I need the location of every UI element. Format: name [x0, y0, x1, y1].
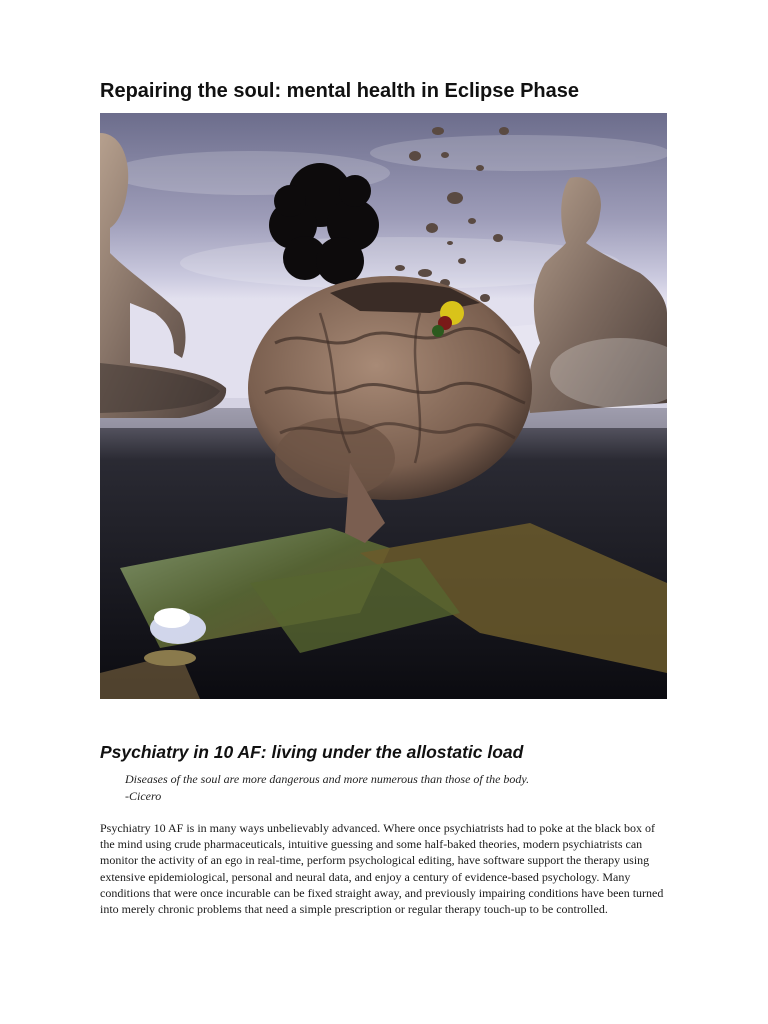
- page-title: Repairing the soul: mental health in Eclipse Phase: [100, 80, 580, 102]
- epigraph: [125, 771, 685, 805]
- epigraph-attribution: -Cicero: [125, 789, 162, 803]
- section-heading: Psychiatry in 10 AF: living under the allostatic load: [100, 742, 524, 762]
- body-paragraph: Psychiatry 10 AF is in many ways unbelievably advanced. Where once psychiatrists had to poke at the black box of the mind using crude pharmaceuticals, intuitive guessing and some half-baked theories, modern psychiatrists can monitor the activity of an ego in real-time, perform psychological editing, have software support the therapy using extensive epidemiological, personal and neural data, and enjoy a century of evidence-based psychology. Many conditions that were once incurable can be fixed straight away, and previously impairing conditions have been turned into merely chronic problems that need a simple prescription or regular therapy touch-up to be controlled.: [100, 821, 664, 917]
- hero-illustration: [100, 113, 667, 699]
- epigraph-quote: Diseases of the soul are more dangerous and more numerous than those of the body.: [125, 772, 530, 786]
